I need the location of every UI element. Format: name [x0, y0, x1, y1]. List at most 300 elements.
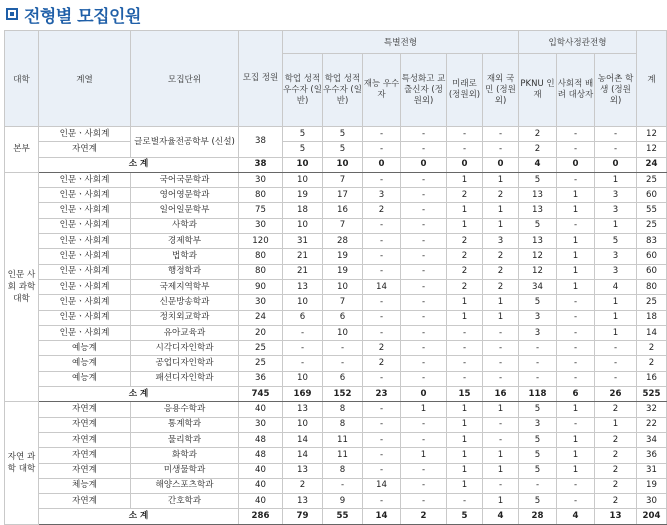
value-cell: 1: [483, 494, 519, 509]
value-cell: 25: [637, 218, 667, 233]
value-cell: -: [557, 494, 595, 509]
value-cell: 10: [283, 172, 323, 187]
unit-cell: 국제지역학부: [131, 279, 239, 294]
field-cell: 인문ㆍ사회계: [39, 295, 131, 310]
value-cell: 1: [483, 463, 519, 478]
subtotal-label: 소 계: [39, 509, 239, 524]
value-cell: 2: [283, 478, 323, 493]
value-cell: -: [401, 234, 447, 249]
value-cell: -: [401, 172, 447, 187]
square-bullet-icon: [6, 8, 18, 20]
value-cell: -: [363, 127, 401, 142]
value-cell: 13: [519, 203, 557, 218]
value-cell: 1: [401, 448, 447, 463]
value-cell: 3: [363, 188, 401, 203]
value-cell: 5: [283, 142, 323, 157]
subtotal-value: 152: [323, 387, 363, 402]
value-cell: 1: [447, 172, 483, 187]
value-cell: 31: [637, 463, 667, 478]
value-cell: 5: [519, 463, 557, 478]
table-row: [5, 249, 667, 264]
value-cell: 2: [447, 188, 483, 203]
header-admission-0: PKNU 인재: [519, 54, 557, 127]
value-cell: 3: [595, 264, 637, 279]
header-field: 계열: [39, 31, 131, 127]
field-cell: 인문ㆍ사회계: [39, 234, 131, 249]
quota-cell: 48: [239, 448, 283, 463]
value-cell: -: [323, 356, 363, 371]
subtotal-value: 4: [519, 157, 557, 172]
value-cell: -: [557, 295, 595, 310]
value-cell: -: [363, 249, 401, 264]
value-cell: -: [557, 142, 595, 157]
header-special-group: 특별전형: [283, 31, 519, 54]
quota-cell: 80: [239, 264, 283, 279]
value-cell: 5: [519, 295, 557, 310]
quota-cell: 80: [239, 188, 283, 203]
value-cell: 3: [483, 234, 519, 249]
value-cell: 1: [447, 448, 483, 463]
subtotal-value: 24: [637, 157, 667, 172]
value-cell: 2: [363, 341, 401, 356]
header-special-2: 재능 우수자: [363, 54, 401, 127]
header-unit: 모집단위: [131, 31, 239, 127]
value-cell: 2: [447, 234, 483, 249]
value-cell: -: [323, 341, 363, 356]
quota-cell: 38: [239, 127, 283, 158]
header-special-5: 재외 국민 (정원외): [483, 54, 519, 127]
value-cell: 12: [519, 264, 557, 279]
value-cell: -: [401, 279, 447, 294]
page-title: 전형별 모집인원: [24, 6, 141, 27]
value-cell: 7: [323, 218, 363, 233]
value-cell: -: [519, 341, 557, 356]
quota-cell: 30: [239, 172, 283, 187]
field-cell: 인문ㆍ사회계: [39, 325, 131, 340]
subtotal-row: [5, 157, 667, 172]
value-cell: 10: [283, 371, 323, 386]
value-cell: 5: [323, 127, 363, 142]
value-cell: 5: [519, 494, 557, 509]
table-row: [5, 463, 667, 478]
table-row: [5, 172, 667, 187]
value-cell: -: [557, 356, 595, 371]
value-cell: 6: [283, 310, 323, 325]
value-cell: -: [401, 264, 447, 279]
subtotal-value: 169: [283, 387, 323, 402]
value-cell: -: [363, 494, 401, 509]
value-cell: -: [401, 463, 447, 478]
value-cell: -: [557, 478, 595, 493]
value-cell: -: [401, 494, 447, 509]
value-cell: 2: [519, 142, 557, 157]
value-cell: 5: [519, 432, 557, 447]
subtotal-value: 0: [363, 157, 401, 172]
value-cell: 2: [483, 188, 519, 203]
value-cell: 60: [637, 264, 667, 279]
subtotal-value: 14: [363, 509, 401, 524]
value-cell: 6: [323, 310, 363, 325]
value-cell: -: [363, 463, 401, 478]
value-cell: -: [557, 127, 595, 142]
value-cell: 1: [557, 188, 595, 203]
value-cell: -: [447, 341, 483, 356]
value-cell: -: [519, 371, 557, 386]
value-cell: -: [363, 264, 401, 279]
value-cell: 13: [283, 279, 323, 294]
field-cell: 자연계: [39, 402, 131, 417]
value-cell: 1: [447, 478, 483, 493]
value-cell: 11: [323, 432, 363, 447]
field-cell: 자연계: [39, 448, 131, 463]
value-cell: -: [595, 142, 637, 157]
header-special-1: 학업 성적 우수자 (일반): [323, 54, 363, 127]
value-cell: 30: [637, 494, 667, 509]
value-cell: 1: [595, 417, 637, 432]
table-row: [5, 142, 667, 157]
field-cell: 체능계: [39, 478, 131, 493]
value-cell: 7: [323, 172, 363, 187]
value-cell: 3: [519, 325, 557, 340]
value-cell: 28: [323, 234, 363, 249]
subtotal-quota: 286: [239, 509, 283, 524]
value-cell: 17: [323, 188, 363, 203]
value-cell: 22: [637, 417, 667, 432]
unit-cell: 공업디자인학과: [131, 356, 239, 371]
value-cell: 2: [447, 264, 483, 279]
table-row: [5, 494, 667, 509]
value-cell: 1: [557, 234, 595, 249]
value-cell: -: [401, 249, 447, 264]
subtotal-label: 소 계: [39, 387, 239, 402]
value-cell: 1: [483, 310, 519, 325]
subtotal-value: 5: [447, 509, 483, 524]
value-cell: 1: [447, 463, 483, 478]
value-cell: -: [595, 356, 637, 371]
quota-cell: 80: [239, 249, 283, 264]
value-cell: -: [363, 295, 401, 310]
unit-cell: 신문방송학과: [131, 295, 239, 310]
field-cell: 예능계: [39, 356, 131, 371]
value-cell: -: [401, 203, 447, 218]
value-cell: 1: [483, 203, 519, 218]
value-cell: -: [401, 417, 447, 432]
value-cell: 21: [283, 264, 323, 279]
value-cell: 19: [283, 188, 323, 203]
value-cell: 2: [363, 203, 401, 218]
value-cell: 1: [557, 264, 595, 279]
value-cell: 2: [595, 478, 637, 493]
value-cell: -: [401, 325, 447, 340]
value-cell: 21: [283, 249, 323, 264]
subtotal-value: 0: [401, 157, 447, 172]
header-college: 대학: [5, 31, 39, 127]
value-cell: 2: [363, 356, 401, 371]
college-cell: 본부: [5, 127, 39, 173]
header-admission-group: 입학사정관전형: [519, 31, 637, 54]
value-cell: 2: [483, 279, 519, 294]
unit-cell: 일어일문학부: [131, 203, 239, 218]
unit-cell: 미생물학과: [131, 463, 239, 478]
quota-cell: 25: [239, 341, 283, 356]
value-cell: -: [483, 432, 519, 447]
value-cell: -: [283, 356, 323, 371]
subtotal-value: 16: [483, 387, 519, 402]
table-row: [5, 432, 667, 447]
value-cell: 14: [637, 325, 667, 340]
value-cell: 2: [595, 494, 637, 509]
value-cell: 83: [637, 234, 667, 249]
value-cell: 32: [637, 402, 667, 417]
value-cell: -: [401, 371, 447, 386]
value-cell: 1: [557, 402, 595, 417]
value-cell: 1: [483, 448, 519, 463]
field-cell: 자연계: [39, 432, 131, 447]
value-cell: -: [595, 371, 637, 386]
quota-cell: 48: [239, 432, 283, 447]
value-cell: -: [483, 341, 519, 356]
unit-cell: 영어영문학과: [131, 188, 239, 203]
value-cell: 14: [283, 432, 323, 447]
header-quota: 모집 정원: [239, 31, 283, 127]
value-cell: 2: [637, 356, 667, 371]
unit-cell: 유아교육과: [131, 325, 239, 340]
subtotal-value: 13: [595, 509, 637, 524]
value-cell: 1: [483, 172, 519, 187]
field-cell: 인문ㆍ사회계: [39, 279, 131, 294]
value-cell: 1: [557, 448, 595, 463]
value-cell: 13: [519, 188, 557, 203]
value-cell: -: [363, 402, 401, 417]
value-cell: -: [363, 448, 401, 463]
unit-cell: 사학과: [131, 218, 239, 233]
value-cell: 12: [519, 249, 557, 264]
value-cell: 14: [363, 279, 401, 294]
value-cell: 1: [595, 310, 637, 325]
value-cell: 11: [323, 448, 363, 463]
value-cell: -: [483, 356, 519, 371]
value-cell: 2: [595, 432, 637, 447]
value-cell: 5: [519, 218, 557, 233]
value-cell: 34: [637, 432, 667, 447]
value-cell: 3: [595, 249, 637, 264]
value-cell: 16: [637, 371, 667, 386]
value-cell: 13: [283, 402, 323, 417]
header-admission-2: 농어촌 학생 (정원외): [595, 54, 637, 127]
value-cell: -: [483, 142, 519, 157]
header-special-0: 학업 성적 우수자 (일반): [283, 54, 323, 127]
field-cell: 인문ㆍ사회계: [39, 188, 131, 203]
value-cell: 16: [323, 203, 363, 218]
value-cell: 12: [637, 127, 667, 142]
value-cell: -: [557, 341, 595, 356]
unit-cell: 글로벌자율전공학부 (신설): [131, 127, 239, 158]
value-cell: -: [557, 310, 595, 325]
unit-cell: 응용수학과: [131, 402, 239, 417]
value-cell: 7: [323, 295, 363, 310]
header-row-top: [5, 31, 667, 54]
value-cell: -: [447, 356, 483, 371]
value-cell: -: [401, 310, 447, 325]
subtotal-row: [5, 387, 667, 402]
quota-cell: 30: [239, 295, 283, 310]
table-row: [5, 310, 667, 325]
unit-cell: 법학과: [131, 249, 239, 264]
subtotal-value: 0: [447, 157, 483, 172]
value-cell: -: [557, 172, 595, 187]
value-cell: 19: [637, 478, 667, 493]
value-cell: -: [557, 371, 595, 386]
subtotal-value: 10: [323, 157, 363, 172]
subtotal-label: 소 계: [39, 157, 239, 172]
value-cell: -: [363, 310, 401, 325]
value-cell: 13: [283, 494, 323, 509]
value-cell: -: [401, 356, 447, 371]
quota-cell: 36: [239, 371, 283, 386]
subtotal-value: 0: [401, 387, 447, 402]
value-cell: 1: [447, 218, 483, 233]
value-cell: 1: [483, 218, 519, 233]
subtotal-value: 55: [323, 509, 363, 524]
table-row: [5, 356, 667, 371]
value-cell: 1: [557, 463, 595, 478]
value-cell: -: [483, 417, 519, 432]
value-cell: -: [363, 172, 401, 187]
unit-cell: 물리학과: [131, 432, 239, 447]
value-cell: -: [283, 325, 323, 340]
value-cell: 2: [483, 249, 519, 264]
value-cell: 13: [283, 463, 323, 478]
value-cell: -: [401, 341, 447, 356]
table-row: [5, 341, 667, 356]
value-cell: 1: [557, 432, 595, 447]
value-cell: -: [483, 478, 519, 493]
value-cell: 1: [557, 203, 595, 218]
value-cell: -: [483, 371, 519, 386]
value-cell: -: [595, 127, 637, 142]
subtotal-value: 26: [595, 387, 637, 402]
college-cell: 인문 사회 과학 대학: [5, 172, 39, 401]
field-cell: 인문ㆍ사회계: [39, 264, 131, 279]
value-cell: 19: [323, 264, 363, 279]
value-cell: -: [483, 325, 519, 340]
table-row: [5, 188, 667, 203]
value-cell: 1: [447, 402, 483, 417]
subtotal-value: 118: [519, 387, 557, 402]
value-cell: 5: [323, 142, 363, 157]
table-row: [5, 371, 667, 386]
quota-cell: 40: [239, 494, 283, 509]
value-cell: 1: [557, 279, 595, 294]
unit-cell: 패션디자인학과: [131, 371, 239, 386]
table-row: [5, 203, 667, 218]
value-cell: -: [363, 432, 401, 447]
unit-cell: 정치외교학과: [131, 310, 239, 325]
value-cell: 60: [637, 249, 667, 264]
table-row: [5, 279, 667, 294]
value-cell: 1: [595, 218, 637, 233]
value-cell: 19: [323, 249, 363, 264]
subtotal-value: 0: [595, 157, 637, 172]
quota-cell: 40: [239, 478, 283, 493]
value-cell: 1: [447, 417, 483, 432]
table-row: [5, 264, 667, 279]
unit-cell: 시각디자인학과: [131, 341, 239, 356]
value-cell: -: [447, 494, 483, 509]
unit-cell: 해양스포츠학과: [131, 478, 239, 493]
subtotal-value: 204: [637, 509, 667, 524]
value-cell: 2: [595, 463, 637, 478]
college-cell: 자연 과학 대학: [5, 402, 39, 524]
subtotal-value: 23: [363, 387, 401, 402]
value-cell: 5: [519, 172, 557, 187]
quota-cell: 40: [239, 463, 283, 478]
subtotal-value: 79: [283, 509, 323, 524]
unit-cell: 화학과: [131, 448, 239, 463]
subtotal-quota: 38: [239, 157, 283, 172]
value-cell: 1: [447, 295, 483, 310]
table-row: [5, 218, 667, 233]
subtotal-value: 0: [483, 157, 519, 172]
value-cell: 8: [323, 417, 363, 432]
value-cell: 34: [519, 279, 557, 294]
value-cell: -: [323, 478, 363, 493]
value-cell: -: [363, 417, 401, 432]
admission-quota-table: [4, 30, 667, 525]
value-cell: 8: [323, 402, 363, 417]
value-cell: -: [519, 356, 557, 371]
field-cell: 예능계: [39, 371, 131, 386]
value-cell: 10: [283, 417, 323, 432]
field-cell: 자연계: [39, 494, 131, 509]
value-cell: 2: [595, 402, 637, 417]
unit-cell: 통계학과: [131, 417, 239, 432]
value-cell: 2: [637, 341, 667, 356]
value-cell: 1: [447, 203, 483, 218]
value-cell: -: [401, 188, 447, 203]
value-cell: -: [363, 371, 401, 386]
header-special-3: 특성화고 교출신자 (정원외): [401, 54, 447, 127]
value-cell: -: [401, 218, 447, 233]
value-cell: -: [401, 432, 447, 447]
field-cell: 인문ㆍ사회계: [39, 310, 131, 325]
subtotal-value: 0: [557, 157, 595, 172]
table-row: [5, 417, 667, 432]
value-cell: -: [401, 142, 447, 157]
value-cell: -: [401, 478, 447, 493]
value-cell: 36: [637, 448, 667, 463]
header-special-4: 미래로 (정원외): [447, 54, 483, 127]
value-cell: 1: [483, 402, 519, 417]
quota-cell: 25: [239, 356, 283, 371]
value-cell: 18: [637, 310, 667, 325]
value-cell: 12: [637, 142, 667, 157]
value-cell: 13: [519, 234, 557, 249]
value-cell: 6: [323, 371, 363, 386]
table-row: [5, 402, 667, 417]
value-cell: 18: [283, 203, 323, 218]
value-cell: -: [283, 341, 323, 356]
subtotal-value: 525: [637, 387, 667, 402]
header-admission-1: 사회적 배려 대상자: [557, 54, 595, 127]
value-cell: -: [363, 234, 401, 249]
value-cell: 3: [519, 310, 557, 325]
value-cell: -: [401, 127, 447, 142]
table-row: [5, 325, 667, 340]
value-cell: -: [557, 218, 595, 233]
value-cell: 1: [447, 310, 483, 325]
value-cell: 80: [637, 279, 667, 294]
